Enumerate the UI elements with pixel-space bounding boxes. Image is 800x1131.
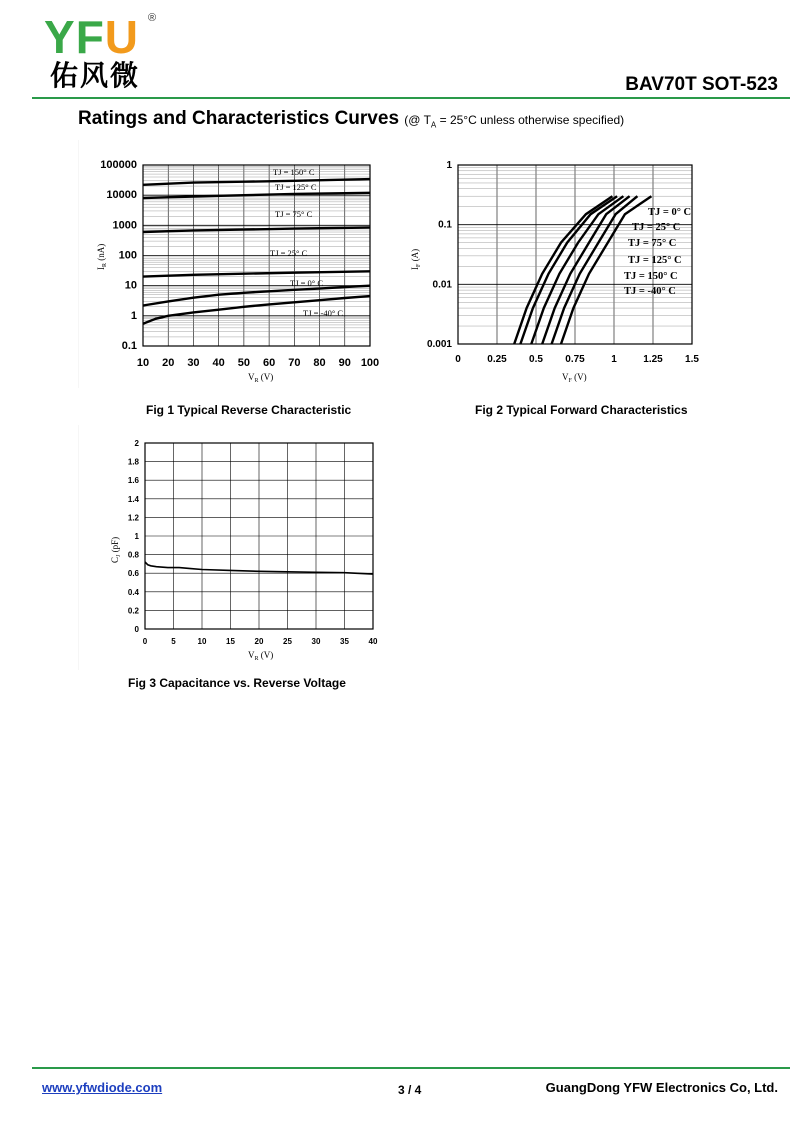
f1-y-tick-label: 100000	[100, 159, 137, 171]
f1-y-tick-label: 100	[118, 249, 137, 262]
f2-y-tick-label: 1	[446, 160, 452, 171]
f2-x-tick-label: 1.25	[643, 354, 663, 365]
f2-y-tick-label: 0.01	[432, 279, 452, 291]
fig2-series-label: TJ = 75° C	[628, 238, 677, 249]
f3-y-tick-label: 0	[134, 625, 139, 634]
f1-y-tick-label: 1	[130, 309, 137, 322]
f3-x-tick-label: 20	[254, 637, 264, 646]
fig3-caption: Fig 3 Capacitance vs. Reverse Voltage	[128, 676, 346, 690]
logo-chinese-name: 佑风微	[50, 60, 141, 91]
page-number: 3 / 4	[398, 1083, 422, 1097]
fig1-x-axis-label: $V_R$ (V)	[248, 372, 274, 384]
f3-x-tick-label: 10	[197, 637, 207, 646]
f1-x-tick-label: 90	[338, 357, 351, 369]
fig1-series-label: TJ = 25° C	[270, 248, 308, 258]
fig1-series-label: TJ = 125° C	[275, 182, 317, 192]
f3-x-tick-label: 40	[368, 637, 378, 646]
f1-x-tick-label: 100	[360, 357, 380, 369]
registered-mark: ®	[148, 12, 157, 24]
footer-divider	[32, 1067, 790, 1069]
f2-y-tick-label: 0.1	[438, 219, 452, 231]
f2-x-tick-label: 0.75	[565, 354, 585, 365]
fig2-y-axis-label: $I_F$ (A)	[410, 248, 422, 270]
f1-series-line-4	[143, 271, 370, 276]
section-title-text: Ratings and Characteristics Curves	[78, 108, 400, 129]
fig1-series-label: TJ = 150° C	[273, 167, 315, 177]
f2-x-tick-label: 0.25	[487, 354, 507, 365]
f1-x-tick-label: 10	[136, 357, 150, 369]
part-number: BAV70T SOT-523	[625, 74, 778, 95]
f3-y-tick-label: 0.8	[127, 550, 139, 560]
f2-x-tick-label: 0.5	[529, 354, 543, 365]
f1-y-tick-label: 10	[124, 279, 137, 292]
website-link[interactable]: www.yfwdiode.com	[42, 1080, 163, 1095]
f1-x-tick-label: 60	[262, 357, 276, 369]
f1-series-line-1	[143, 179, 370, 185]
fig1-chart	[78, 140, 388, 388]
company-logo	[44, 11, 140, 63]
f3-y-tick-label: 0.4	[127, 587, 139, 597]
f3-x-tick-label: 25	[283, 637, 292, 646]
fig1-series-label: TJ = -40° C	[303, 308, 344, 318]
f3-y-tick-label: 0.2	[127, 606, 139, 616]
section-title	[78, 108, 624, 130]
fig3-x-axis-label: $V_R$ (V)	[248, 650, 274, 662]
f3-x-tick-label: 0	[142, 637, 148, 646]
f1-y-tick-label: 1000	[112, 219, 137, 232]
logo-letter-w: U	[104, 11, 140, 63]
logo-letter-y: Y	[44, 11, 76, 63]
fig2-series-label: TJ = 0° C	[648, 207, 692, 218]
f3-y-tick-label: 1.6	[127, 476, 139, 486]
fig3-chart	[78, 425, 388, 670]
fig1-series-label: TJ = 0° C	[290, 278, 323, 288]
f1-x-tick-label: 50	[237, 357, 251, 369]
fig1-caption: Fig 1 Typical Reverse Characteristic	[146, 403, 352, 417]
section-condition: (@ $T_A = 25^\circ C$ unless otherwise specified)	[404, 113, 625, 130]
f3-y-tick-label: 1	[134, 532, 139, 541]
f1-x-tick-label: 30	[187, 357, 200, 369]
fig2-series-label: TJ = -40° C	[624, 286, 676, 297]
f2-x-tick-label: 0	[455, 354, 461, 365]
header-divider	[32, 97, 790, 99]
fig2-chart	[400, 140, 718, 388]
f3-y-tick-label: 0.6	[127, 569, 139, 579]
fig2-series-label: TJ = 125° C	[628, 255, 682, 266]
f1-x-tick-label: 40	[212, 357, 225, 369]
fig2-series-label: TJ = 25° C	[632, 222, 681, 233]
f2-x-tick-label: 1	[611, 354, 617, 365]
f3-y-tick-label: 1.2	[127, 513, 139, 523]
fig3-y-axis-label: $C_J$ (pF)	[110, 536, 122, 563]
f3-y-tick-label: 2	[134, 439, 139, 448]
company-name: GuangDong YFW Electronics Co, Ltd.	[545, 1080, 778, 1095]
f1-x-tick-label: 70	[288, 357, 301, 369]
f3-x-tick-label: 15	[226, 637, 235, 646]
fig2-series-label: TJ = 150° C	[624, 271, 678, 282]
f1-y-tick-label: 0.1	[121, 340, 137, 352]
f3-x-tick-label: 5	[171, 637, 176, 646]
fig1-y-axis-label: $I_R$ (nA)	[96, 243, 108, 270]
f2-x-tick-label: 1.5	[685, 354, 699, 365]
f3-x-tick-label: 35	[340, 637, 349, 646]
fig2-x-axis-label: $V_F$ (V)	[562, 372, 587, 384]
f1-x-tick-label: 20	[162, 357, 175, 369]
f3-y-tick-label: 1.4	[127, 494, 139, 504]
f1-x-tick-label: 80	[313, 357, 326, 369]
f2-y-tick-label: 0.001	[426, 339, 452, 350]
logo-letter-f: F	[75, 11, 105, 63]
fig1-series-label: TJ = 75° C	[275, 209, 313, 219]
f3-y-tick-label: 1.8	[127, 457, 139, 467]
f3-x-tick-label: 30	[311, 637, 321, 646]
f1-y-tick-label: 10000	[106, 189, 137, 202]
fig2-caption: Fig 2 Typical Forward Characteristics	[475, 403, 688, 417]
